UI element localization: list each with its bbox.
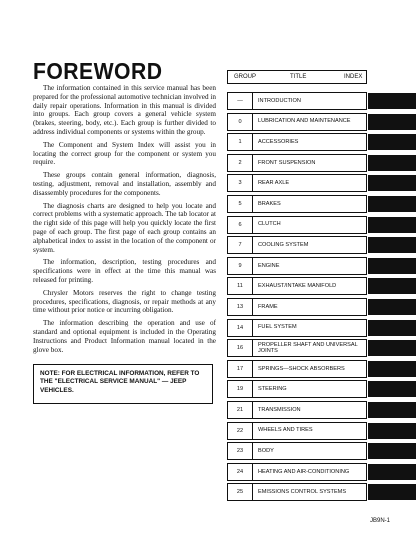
index-row[interactable] [227,133,416,151]
column-divider [252,484,253,500]
index-row[interactable] [227,339,416,357]
column-divider [252,278,253,294]
index-row-box [227,483,367,501]
column-divider [252,93,253,109]
index-tab[interactable] [368,423,416,439]
paragraph-intro: The information contained in this service manual has been prepared for the professional automotive technician involved in daily repair operations. Information in this manual is divided into groups. Each group covers a general vehicle system (brakes, steering, body, etc.). Each group is further divided to address individual components or systems within the group. [33,84,216,136]
paragraph-index-help: The Component and System Index will assist you in locating the correct group for the component or system you require. [33,140,216,167]
group-number: 22 [236,427,244,434]
index-row[interactable] [227,216,416,234]
index-header [227,70,367,84]
header-index: INDEX [344,74,363,80]
column-divider [252,237,253,253]
index-row-box [227,380,367,398]
group-number: 1 [238,139,242,146]
index-row[interactable] [227,422,416,440]
column-divider [252,361,253,377]
paragraph-effective-date: The information, description, testing procedures and specifications were in effect at the time this manual was released for printing. [33,258,216,284]
group-number: 2 [238,159,242,166]
group-title: FRAME [258,303,278,310]
index-row-box [227,174,367,192]
column-divider [252,155,253,171]
group-number: 19 [236,386,244,393]
group-title: STEERING [258,386,287,393]
index-row-box [227,257,367,275]
index-tab[interactable] [368,155,416,171]
index-row-box [227,154,367,172]
group-number: 24 [236,468,244,475]
column-divider [252,340,253,356]
page-code: JB9N-1 [370,518,391,524]
group-title: PROPELLER SHAFT AND UNIVERSAL JOINTS [258,341,358,355]
index-row[interactable] [227,257,416,275]
index-row-box [227,401,367,419]
group-number: 6 [238,221,242,228]
index-row-box [227,92,367,110]
index-tab[interactable] [368,361,416,377]
index-row[interactable] [227,360,416,378]
index-row[interactable] [227,277,416,295]
index-row[interactable] [227,380,416,398]
index-tab[interactable] [368,93,416,109]
group-number: 9 [238,262,242,269]
group-number: 21 [236,407,244,413]
index-row-box [227,339,367,357]
index-tab[interactable] [368,340,416,356]
group-number: 25 [236,489,244,496]
group-title: CLUTCH [258,221,281,228]
group-number: 3 [238,180,242,187]
index-row-box [227,113,367,131]
group-title: COOLING SYSTEM [258,242,309,249]
page-title: FOREWORD [33,58,163,84]
index-tab[interactable] [368,381,416,397]
column-divider [252,320,253,336]
index-tab[interactable] [368,299,416,315]
group-number: 16 [236,345,244,352]
index-row[interactable] [227,319,416,337]
group-title: WHEELS AND TIRES [258,427,313,434]
index-tab[interactable] [368,278,416,294]
index-row-box [227,442,367,460]
group-number: 13 [236,304,244,310]
column-divider [252,258,253,274]
index-row[interactable] [227,442,416,460]
index-row-box [227,216,367,234]
column-divider [252,423,253,439]
index-row-box [227,236,367,254]
index-row-box [227,422,367,440]
index-tab[interactable] [368,175,416,191]
column-divider [252,196,253,212]
index-row[interactable] [227,298,416,316]
group-title: INTRODUCTION [258,97,301,104]
paragraph-operating-info: The information describing the operation and use of standard and optional equipment is included in the Operating Instructions and Product Information manual located in the glove box. [33,319,216,354]
group-number: 11 [237,283,243,290]
index-row-box [227,360,367,378]
index-row-box [227,298,367,316]
group-title: ENGINE [258,262,280,269]
index-tab[interactable] [368,484,416,500]
index-row[interactable] [227,113,416,131]
index-row[interactable] [227,483,416,501]
column-divider [252,443,253,459]
group-title: REAR AXLE [258,180,290,187]
group-title: BODY [258,448,274,455]
index-row[interactable] [227,401,416,419]
group-title: LUBRICATION AND MAINTENANCE [258,118,351,125]
index-tab[interactable] [368,237,416,253]
foreword-body [33,84,216,358]
group-title: BRAKES [258,200,281,207]
column-divider [252,464,253,480]
index-tab[interactable] [368,443,416,459]
electrical-note-box: NOTE: FOR ELECTRICAL INFORMATION, REFER TO THE "ELECTRICAL SERVICE MANUAL" — JEEP VEHICLES. [33,364,213,404]
column-divider [252,134,253,150]
group-number: 14 [236,324,244,331]
group-number: 23 [236,448,244,455]
column-divider [252,299,253,315]
paragraph-diagnosis: The diagnosis charts are designed to help you locate and correct problems with a systematic approach. The tab locator at the right side of this page will help you quickly locate the first page of each group. The first page of each group contains an alphabetical index to assist in the location of the component or system. [33,201,216,254]
index-row[interactable] [227,174,416,192]
index-tab[interactable] [368,402,416,418]
index-row[interactable] [227,195,416,213]
index-tab[interactable] [368,196,416,212]
column-divider [252,381,253,397]
index-row-box [227,195,367,213]
group-title: EMISSIONS CONTROL SYSTEMS [258,489,347,496]
index-tab[interactable] [368,464,416,480]
group-index-panel [227,70,416,508]
group-title: FUEL SYSTEM [258,324,297,331]
group-title: FRONT SUSPENSION [258,159,316,166]
index-row-box [227,133,367,151]
index-tab[interactable] [368,217,416,233]
group-number: — [237,98,243,104]
group-title: ACCESSORIES [258,139,299,146]
column-divider [252,217,253,233]
header-group: GROUP [234,74,257,80]
index-tab[interactable] [368,320,416,336]
group-number: 0 [238,118,242,125]
group-number: 17 [236,365,244,372]
group-title: EXHAUST/INTAKE MANIFOLD [258,283,337,290]
index-row-box [227,319,367,337]
group-number: 5 [238,201,242,207]
column-divider [252,114,253,130]
index-row[interactable] [227,92,416,110]
index-tab[interactable] [368,258,416,274]
index-row-box [227,277,367,295]
group-number: 7 [238,242,242,249]
header-title: TITLE [290,74,307,80]
paragraph-group-contents: These groups contain general information, diagnosis, testing, adjustment, removal and installation, assembly and disassembly procedures for the components. [33,171,216,197]
index-tab[interactable] [368,134,416,150]
index-row[interactable] [227,154,416,172]
group-title: SPRINGS—SHOCK ABSORBERS [258,365,345,372]
column-divider [252,402,253,418]
group-title: TRANSMISSION [258,406,301,413]
group-title: HEATING AND AIR-CONDITIONING [258,468,350,475]
column-divider [252,175,253,191]
index-tab[interactable] [368,114,416,130]
paragraph-rights: Chrysler Motors reserves the right to change testing procedures, specifications, diagnosis, or repair methods at any time without prior notice or incurring obligation. [33,288,216,315]
index-row[interactable] [227,236,416,254]
index-row-box [227,463,367,481]
index-row[interactable] [227,463,416,481]
